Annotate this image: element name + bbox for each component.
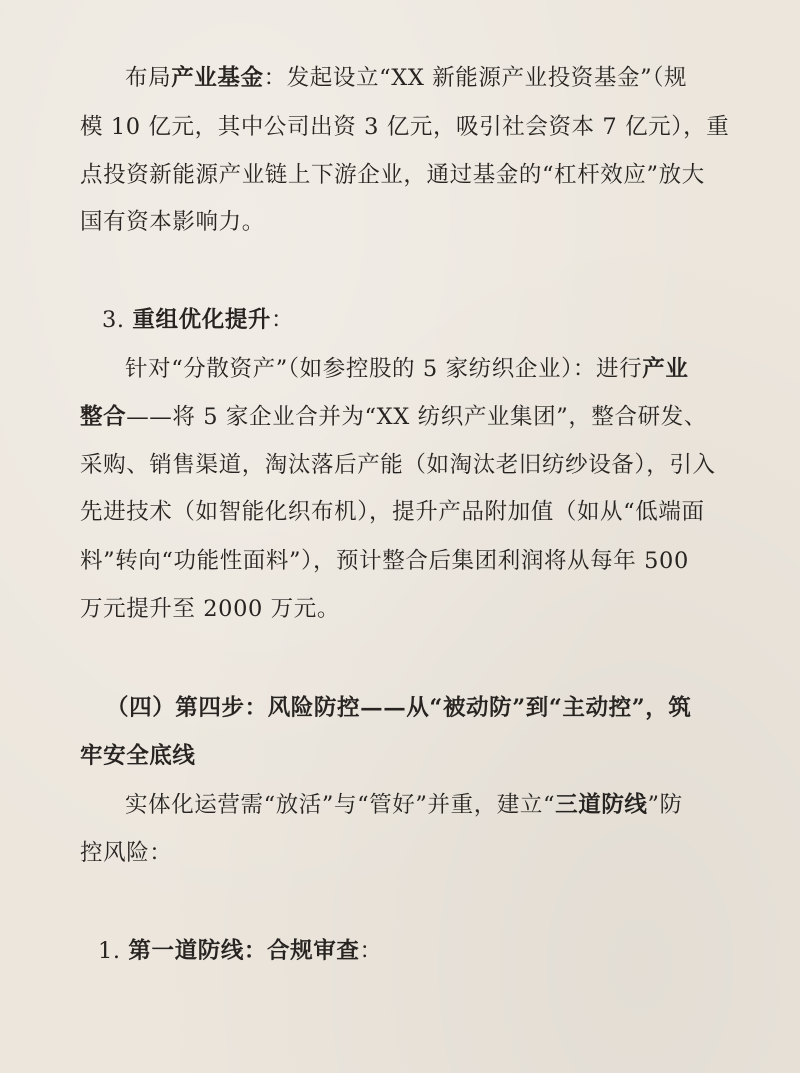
fund-line-3: 点投资新能源产业链上下游企业，通过基金的“杠杆效应”放大 bbox=[80, 162, 705, 188]
reorg-heading-title: 重组优化提升 bbox=[132, 307, 272, 333]
fund-term-bold: 产业基金 bbox=[171, 65, 264, 91]
fund-line-1 bbox=[125, 63, 687, 93]
reorg-line-3: 采购、销售渠道，淘汰落后产能（如淘汰老旧纺纱设备），引入 bbox=[80, 452, 716, 478]
reorg-heading-colon: ： bbox=[271, 307, 295, 333]
reorg-line-6: 万元提升至 2000 万元。 bbox=[80, 596, 340, 622]
fund-line-2: 模 10 亿元，其中公司出资 3 亿元，吸引社会资本 7 亿元），重 bbox=[80, 114, 730, 140]
line1-heading-colon: ： bbox=[359, 938, 383, 964]
step4-line-1-rest: ”防 bbox=[647, 792, 683, 818]
line1-heading bbox=[98, 936, 383, 966]
reorg-line-5: 料”转向“功能性面料”），预计整合后集团利润将从每年 500 bbox=[80, 548, 689, 574]
reorg-term-bold-a: 产业 bbox=[642, 356, 689, 382]
step4-line-1-text: 实体化运营需“放活”与“管好”并重，建立“ bbox=[125, 792, 556, 818]
reorg-heading-number: 3. bbox=[102, 307, 133, 333]
step4-line-1 bbox=[125, 790, 683, 820]
reorg-line-1-text: 针对“分散资产”（如参控股的 5 家纺织企业）：进行 bbox=[125, 356, 643, 382]
reorg-line-2-rest: ——将 5 家企业合并为“XX 纺织产业集团”，整合研发、 bbox=[126, 404, 707, 430]
step4-line-2: 控风险： bbox=[80, 840, 173, 866]
reorg-term-bold-b: 整合 bbox=[80, 404, 127, 430]
fund-lead-text: 布局 bbox=[125, 65, 172, 91]
reorg-line-1 bbox=[125, 354, 688, 384]
line1-heading-title: 第一道防线：合规审查 bbox=[128, 938, 360, 964]
reorg-line-2 bbox=[80, 402, 707, 432]
step4-heading-line-2: 牢安全底线 bbox=[80, 743, 196, 769]
fund-line-4: 国有资本影响力。 bbox=[80, 209, 265, 235]
reorg-heading bbox=[102, 305, 294, 335]
step4-heading-line-1: （四）第四步：风险防控——从“被动防”到“主动控”，筑 bbox=[106, 695, 692, 721]
reorg-line-4: 先进技术（如智能化织布机），提升产品附加值（如从“低端面 bbox=[80, 499, 705, 525]
fund-line-1-rest: ：发起设立“XX 新能源产业投资基金”（规 bbox=[263, 65, 688, 91]
step4-term-bold: 三道防线 bbox=[555, 792, 648, 818]
line1-heading-number: 1. bbox=[98, 938, 129, 964]
